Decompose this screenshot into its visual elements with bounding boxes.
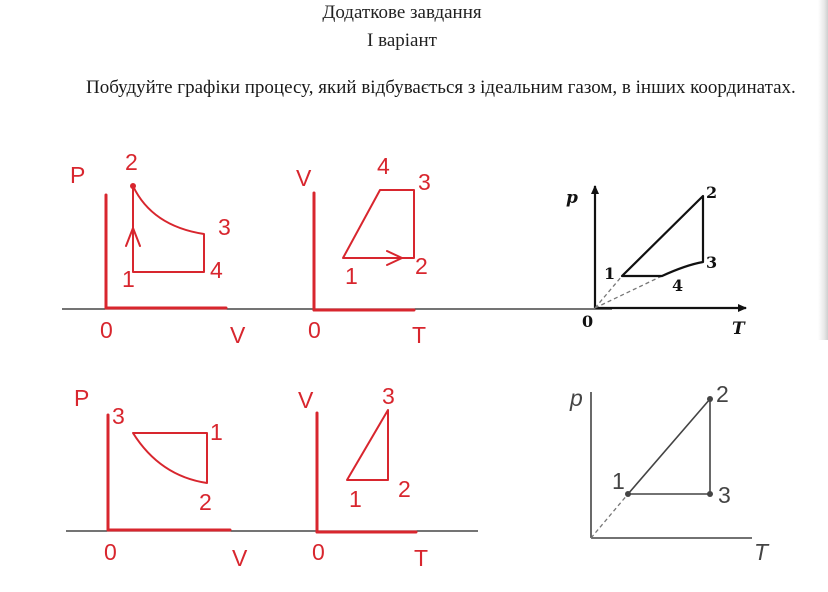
row2-ref-dot-2 [707,396,713,402]
row2-pv-graph [74,385,248,571]
row2-reference-pt-graph [569,381,770,565]
page-title: Додаткове завдання [322,2,482,23]
row1-ref-process-path [622,196,703,276]
row1-pv-point-1: 1 [122,266,135,292]
row1-vt-point-3: 3 [418,169,431,195]
row2-ref-x-label: T [754,539,769,565]
row1-vt-point-1: 1 [345,263,358,289]
row2-vt-graph [298,383,428,571]
row2-pv-process-path [133,433,207,483]
task-text: Побудуйте графіки процесу, який відбувається з ідеальним газом, в інших координатах. [86,77,796,98]
row1-vt-process-path [343,190,414,258]
row2-ref-dash [591,494,628,538]
row1-ref-point-4: 4 [672,276,684,295]
row1-pv-x-label: V [230,322,246,348]
row1-ref-y-label: p [566,188,578,208]
row2-ref-dot-1 [625,491,631,497]
row1-vt-x-label: T [412,322,427,348]
row2-ref-dot-3 [707,491,713,497]
row1-pv-point-3: 3 [218,214,231,240]
row1-ref-origin: 0 [582,312,594,331]
row1-pv-point-2-dot [130,183,136,189]
row1-vt-graph [296,153,431,348]
row2-ref-point-1: 1 [612,468,625,494]
row1-ref-point-3: 3 [706,253,718,272]
row2-pv-point-3: 3 [112,403,125,429]
row1-pv-point-4: 4 [210,257,223,283]
row1-vt-point-2: 2 [415,253,428,279]
row2-vt-point-3: 3 [382,383,395,409]
row2-vt-x-label: T [414,545,429,571]
row1-pv-y-label: P [70,162,86,188]
row2-pv-point-1: 1 [210,419,223,445]
row2-vt-origin: 0 [312,539,325,565]
row2-ref-y-label: p [570,385,583,411]
row1-pv-point-2: 2 [125,149,138,175]
row2-ref-point-2: 2 [716,381,729,407]
row1-ref-x-label: T [732,319,745,339]
row2-ref-point-3: 3 [718,482,731,508]
row1-vt-point-4: 4 [377,153,390,179]
row2-pv-origin: 0 [104,539,117,565]
row2-vt-point-1: 1 [349,486,362,512]
row1-vt-y-label: V [296,165,312,191]
row1-pv-process-path [133,186,204,272]
row1-vt-origin: 0 [308,317,321,343]
row1-reference-pt-graph [566,183,746,339]
row1-pv-graph [70,149,246,348]
row2-pv-x-label: V [232,545,248,571]
row2-vt-point-2: 2 [398,476,411,502]
row2-pv-y-label: P [74,385,90,411]
row1-pv-origin: 0 [100,317,113,343]
variant-subtitle: І варіант [367,30,437,51]
row2-ref-process-path [628,399,710,494]
row2-vt-process-path [347,410,388,480]
row1-ref-point-1: 1 [604,264,616,283]
row2-vt-y-label: V [298,387,314,413]
row1-ref-point-2: 2 [706,183,718,202]
row2-pv-point-2: 2 [199,489,212,515]
